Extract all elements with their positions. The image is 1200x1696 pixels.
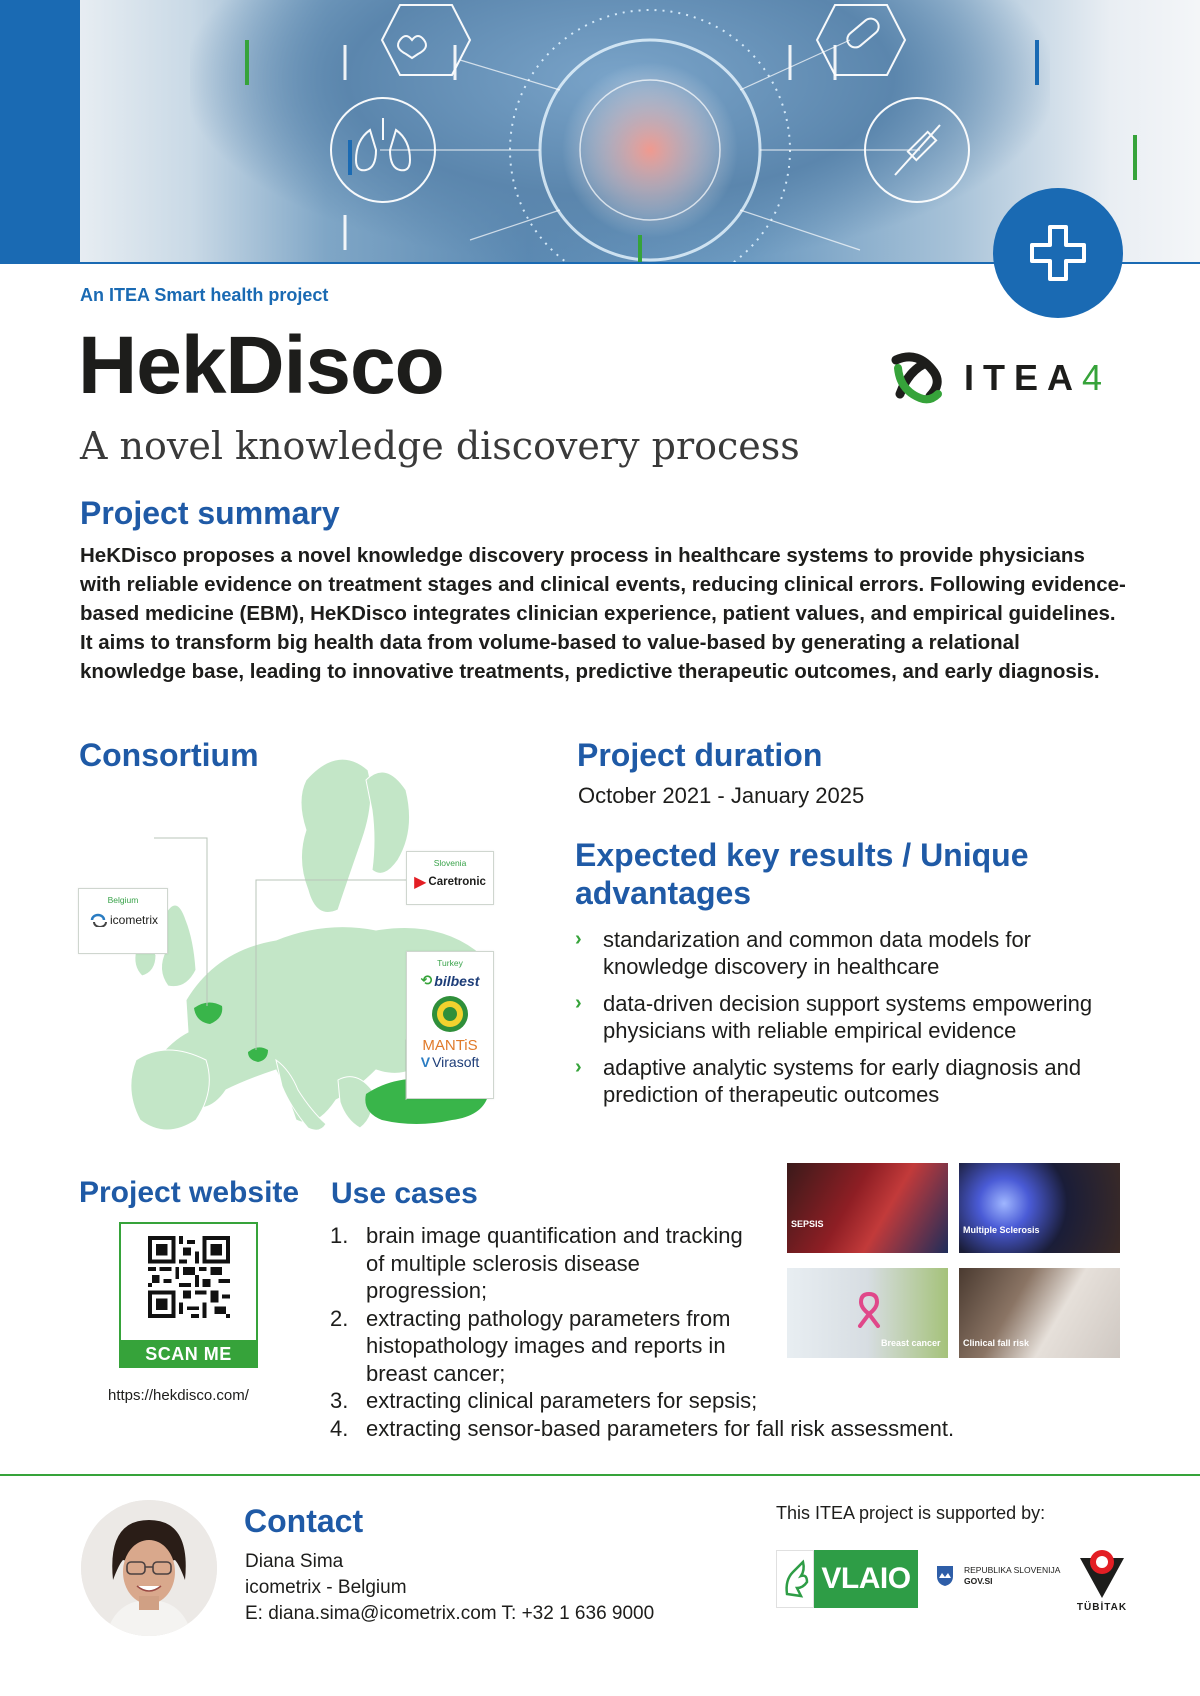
contact-email-phone[interactable]: E: diana.sima@icometrix.com T: +32 1 636 9000 xyxy=(245,1603,655,1624)
flanders-lion-icon xyxy=(781,1558,809,1600)
page-subtitle: A novel knowledge discovery process xyxy=(80,424,800,468)
plus-icon xyxy=(1028,223,1088,283)
partner-name-icometrix: icometrix xyxy=(109,913,158,927)
usecase-images xyxy=(786,1162,1124,1360)
qr-code-icon xyxy=(148,1236,230,1318)
partner-country: Turkey xyxy=(437,958,463,968)
plus-badge xyxy=(993,188,1123,318)
tubitak-emblem-icon xyxy=(1072,1546,1132,1602)
duration-heading: Project duration xyxy=(577,737,823,773)
website-heading: Project website xyxy=(79,1176,300,1209)
results-list xyxy=(573,926,1133,1118)
list-item: 2. extracting pathology parameters from histopathology images and reports in breast cancer; xyxy=(330,1305,731,1386)
virasoft-logo-icon: V xyxy=(420,1054,431,1070)
partner-name-mantis: MANTiS xyxy=(422,1037,478,1054)
list-item: 4. extracting sensor-based parameters for fall risk assessment. xyxy=(330,1415,955,1441)
partner-country: Slovenia xyxy=(433,858,467,868)
itea-logo-icon xyxy=(890,350,946,406)
sepsis-image: SEPSIS xyxy=(787,1163,948,1253)
summary-text: HeKDisco proposes a novel knowledge discovery process in healthcare systems to provide physicians with reliable evidence on treatment stages and clinical events, reducing clinical errors. Following evidence-based medicine (EBM), HeKDisco integrates clinician experience, patient values, and empirical guidelines. It aims to transform big health data from volume-based to value-based by generating a relational knowledge base, leading to innovative treatments, predictive therapeutic outcomes, and early diagnosis. xyxy=(80,544,1126,683)
footer-divider xyxy=(0,1474,1200,1476)
list-item: › standarization and common data models for knowledge discovery in healthcare xyxy=(575,927,1032,979)
vlaio-wordmark: VLAIO xyxy=(814,1550,918,1608)
partner-country: Belgium xyxy=(107,895,139,905)
project-kicker: An ITEA Smart health project xyxy=(80,285,329,305)
university-seal-icon xyxy=(431,995,469,1033)
list-item: 3. extracting clinical parameters for sepsis; xyxy=(330,1388,758,1413)
contact-org: icometrix - Belgium xyxy=(245,1577,407,1598)
supported-by-label: This ITEA project is supported by: xyxy=(776,1503,1046,1523)
page-title: HekDisco xyxy=(78,320,444,411)
itea-logo xyxy=(890,350,1130,406)
partner-name-bilbest: bilbest xyxy=(434,972,480,989)
tubitak-logo xyxy=(1072,1546,1132,1616)
slovenia-gov-logo xyxy=(936,1565,1060,1587)
usecases-heading: Use cases xyxy=(331,1177,478,1210)
multiple-sclerosis-image: Multiple Sclerosis xyxy=(959,1163,1120,1253)
partner-name-caretronic: Caretronic xyxy=(428,876,486,888)
breast-cancer-image: Breast cancer xyxy=(787,1268,948,1358)
icometrix-logo-icon xyxy=(88,913,110,927)
pink-ribbon-icon xyxy=(849,1288,889,1328)
list-item: › data-driven decision support systems empowering physicians with reliable empirical evidence xyxy=(575,991,1093,1043)
tubitak-wordmark: TÜBİTAK xyxy=(1076,1602,1128,1613)
partner-box-slovenia xyxy=(406,851,494,905)
slovenia-gov-line1: REPUBLIKA SLOVENIJA xyxy=(964,1565,1061,1575)
list-item: 1. brain image quantification and tracking of multiple sclerosis disease progression; xyxy=(330,1223,743,1303)
partner-box-belgium xyxy=(78,888,168,954)
chevron-right-icon: › xyxy=(575,1056,582,1078)
fall-risk-image: Clinical fall risk xyxy=(959,1268,1120,1358)
website-link[interactable]: https://hekdisco.com/ xyxy=(108,1387,249,1404)
bilbest-logo-icon: ⟲ xyxy=(420,972,433,988)
duration-value: October 2021 - January 2025 xyxy=(578,783,865,808)
contact-name: Diana Sima xyxy=(245,1551,344,1572)
itea-logo-name: ITEA xyxy=(964,357,1083,398)
contact-portrait xyxy=(81,1500,217,1636)
partner-name-virasoft: Virasoft xyxy=(432,1054,480,1070)
consortium-heading: Consortium xyxy=(79,737,259,773)
qr-scan-label: SCAN ME xyxy=(119,1340,258,1368)
contact-details xyxy=(245,1549,654,1627)
vlaio-logo xyxy=(776,1550,918,1608)
slovenia-gov-line2: GOV.SI xyxy=(964,1576,993,1586)
list-item: › adaptive analytic systems for early diagnosis and prediction of therapeutic outcomes xyxy=(575,1055,1082,1107)
chevron-right-icon: › xyxy=(575,928,582,950)
summary-heading: Project summary xyxy=(80,495,340,531)
avatar xyxy=(81,1500,217,1636)
results-heading: Expected key results / Unique advantages xyxy=(575,837,1029,912)
caretronic-logo-icon: ▶ xyxy=(414,874,427,891)
contact-heading: Contact xyxy=(244,1503,364,1539)
slovenia-crest-icon xyxy=(936,1565,954,1587)
chevron-right-icon: › xyxy=(575,992,582,1014)
partner-box-turkey xyxy=(406,951,494,1099)
itea-logo-number: 4 xyxy=(1082,357,1112,398)
